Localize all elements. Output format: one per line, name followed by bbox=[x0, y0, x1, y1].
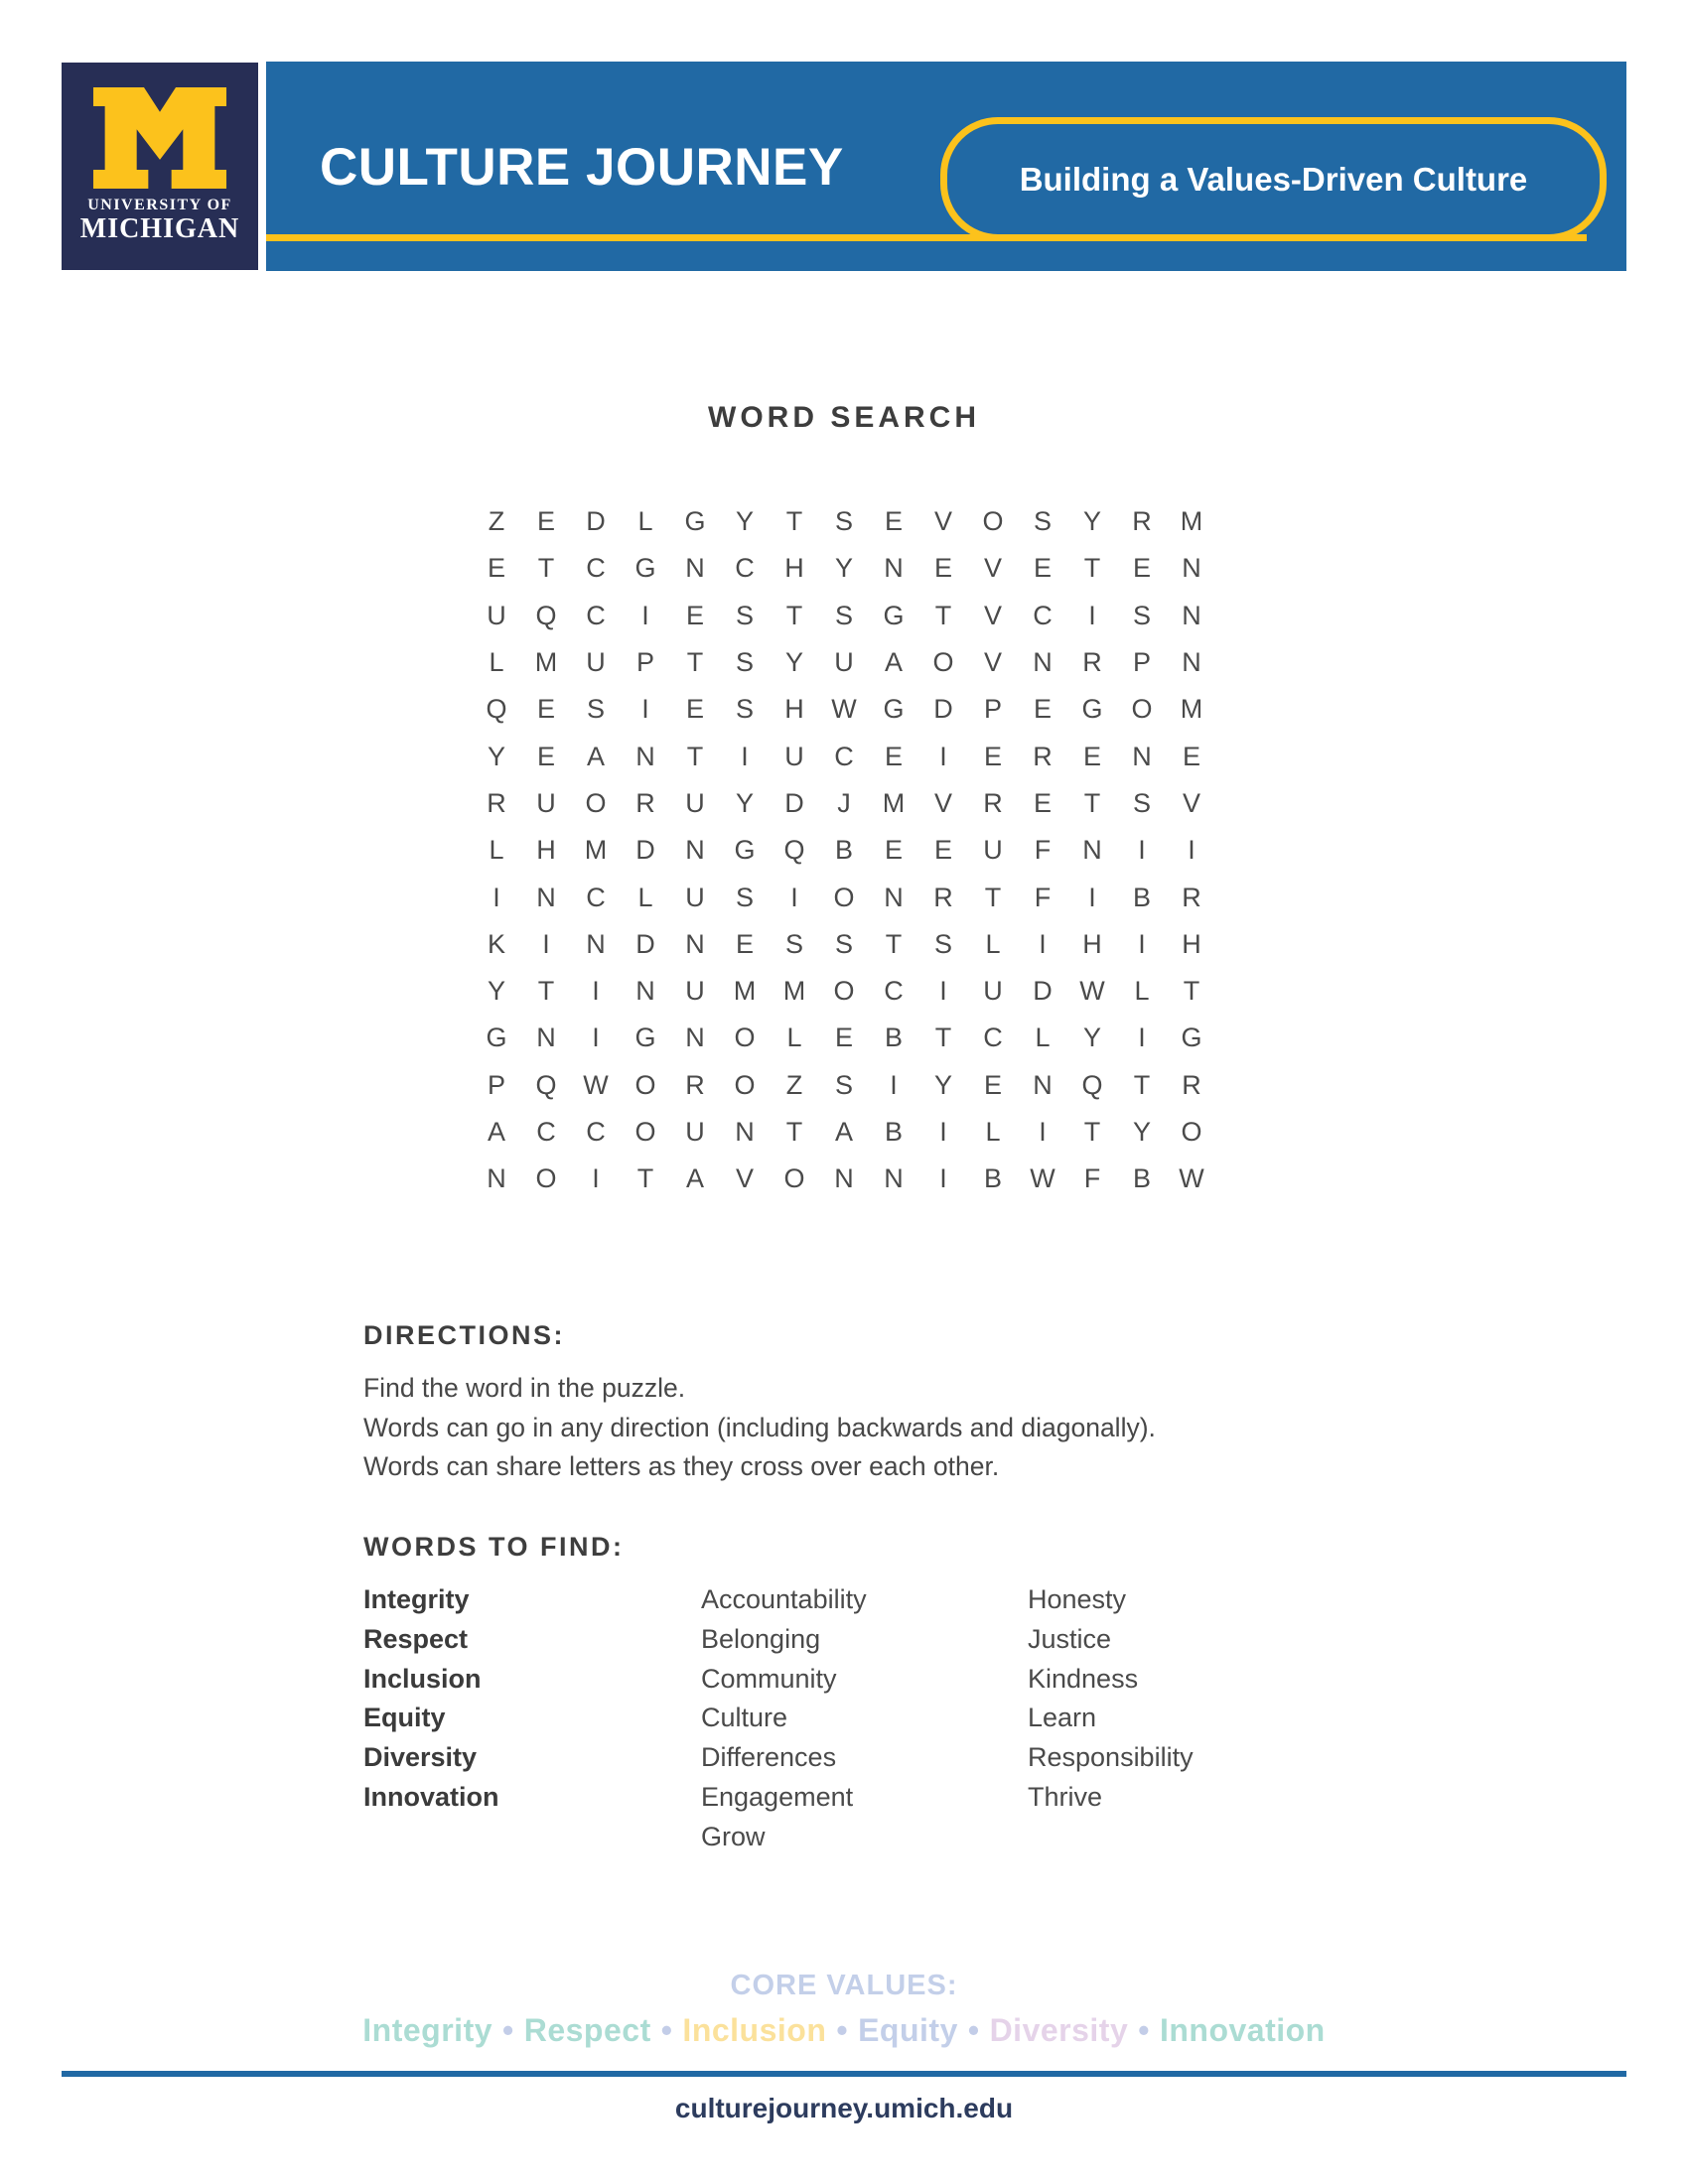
grid-letter: N bbox=[1033, 647, 1053, 678]
words-to-find-heading: WORDS TO FIND: bbox=[363, 1532, 625, 1562]
word-item: Responsibility bbox=[1028, 1742, 1194, 1773]
um-logo-block bbox=[62, 63, 258, 270]
grid-letter: I bbox=[939, 1163, 947, 1194]
grid-letter: Y bbox=[1132, 1117, 1151, 1147]
grid-letter: I bbox=[1088, 600, 1096, 630]
grid-letter: S bbox=[586, 694, 605, 725]
grid-letter: G bbox=[883, 600, 905, 630]
grid-letter: S bbox=[735, 694, 754, 725]
grid-letter: Q bbox=[486, 694, 507, 725]
grid-letter: N bbox=[735, 1117, 755, 1147]
grid-letter: Z bbox=[785, 1069, 803, 1100]
directions-line: Words can share letters as they cross over each other. bbox=[363, 1451, 1000, 1481]
grid-letter: F bbox=[1034, 835, 1052, 866]
grid-letter: L bbox=[637, 506, 653, 537]
grid-letter: G bbox=[734, 835, 756, 866]
grid-letter: M bbox=[782, 976, 806, 1007]
grid-letter: C bbox=[536, 1117, 556, 1147]
word-item: Thrive bbox=[1028, 1781, 1103, 1812]
word-search-grid bbox=[472, 498, 1216, 1202]
grid-letter: S bbox=[1033, 506, 1052, 537]
grid-letter: L bbox=[985, 1117, 1001, 1147]
footer-url: culturejourney.umich.edu bbox=[674, 2093, 1014, 2123]
bullet-separator: • bbox=[502, 2012, 514, 2048]
grid-letter: T bbox=[636, 1163, 654, 1194]
grid-letter: I bbox=[939, 741, 947, 771]
grid-letter: I bbox=[641, 694, 649, 725]
grid-letter: Q bbox=[1081, 1069, 1103, 1100]
grid-letter: F bbox=[1083, 1163, 1101, 1194]
grid-letter: T bbox=[785, 1117, 803, 1147]
grid-letter: I bbox=[741, 741, 749, 771]
grid-letter: S bbox=[735, 882, 754, 912]
grid-letter: S bbox=[735, 600, 754, 630]
grid-letter: V bbox=[983, 553, 1002, 584]
grid-letter: L bbox=[489, 835, 504, 866]
grid-letter: S bbox=[834, 506, 853, 537]
grid-letter: N bbox=[1182, 647, 1201, 678]
grid-letter: I bbox=[1039, 1117, 1047, 1147]
grid-letter: C bbox=[1033, 600, 1053, 630]
grid-letter: R bbox=[1132, 506, 1152, 537]
bullet-separator: • bbox=[660, 2012, 673, 2048]
grid-letter: V bbox=[933, 787, 952, 818]
grid-letter: I bbox=[1188, 835, 1196, 866]
grid-letter: N bbox=[685, 1023, 705, 1053]
word-item: Innovation bbox=[363, 1781, 499, 1812]
grid-letter: R bbox=[487, 787, 506, 818]
grid-letter: O bbox=[833, 882, 855, 912]
grid-letter: E bbox=[1033, 553, 1052, 584]
grid-letter: N bbox=[834, 1163, 854, 1194]
grid-letter: E bbox=[1082, 741, 1101, 771]
grid-letter: N bbox=[1132, 741, 1152, 771]
grid-letter: G bbox=[634, 1023, 656, 1053]
grid-letter: E bbox=[735, 928, 754, 959]
grid-letter: E bbox=[884, 835, 903, 866]
word-item: Integrity bbox=[363, 1584, 470, 1614]
grid-letter: G bbox=[1081, 694, 1103, 725]
grid-letter: D bbox=[635, 835, 655, 866]
grid-letter: C bbox=[834, 741, 854, 771]
grid-letter: N bbox=[536, 1023, 556, 1053]
grid-letter: Y bbox=[1082, 1023, 1101, 1053]
grid-letter: E bbox=[834, 1023, 853, 1053]
grid-letter: E bbox=[983, 741, 1002, 771]
grid-letter: S bbox=[834, 1069, 853, 1100]
grid-letter: U bbox=[983, 835, 1003, 866]
grid-letter: U bbox=[983, 976, 1003, 1007]
grid-letter: T bbox=[934, 600, 952, 630]
word-item: Engagement bbox=[701, 1781, 854, 1812]
grid-letter: P bbox=[1132, 647, 1151, 678]
grid-letter: T bbox=[1083, 787, 1101, 818]
grid-letter: N bbox=[635, 741, 655, 771]
logo-michigan-text: MICHIGAN bbox=[79, 213, 240, 244]
grid-letter: O bbox=[982, 506, 1004, 537]
grid-letter: I bbox=[939, 976, 947, 1007]
grid-letter: Q bbox=[535, 1069, 557, 1100]
grid-letter: D bbox=[933, 694, 953, 725]
grid-letter: E bbox=[1033, 694, 1052, 725]
grid-letter: R bbox=[1082, 647, 1102, 678]
grid-letter: R bbox=[1182, 882, 1201, 912]
grid-letter: I bbox=[1138, 928, 1146, 959]
grid-letter: N bbox=[884, 553, 904, 584]
grid-letter: U bbox=[834, 647, 854, 678]
grid-letter: I bbox=[1138, 835, 1146, 866]
grid-letter: O bbox=[1131, 694, 1153, 725]
grid-letter: H bbox=[1082, 928, 1102, 959]
grid-letter: I bbox=[1138, 1023, 1146, 1053]
grid-letter: U bbox=[685, 787, 705, 818]
grid-letter: R bbox=[933, 882, 953, 912]
grid-letter: N bbox=[1033, 1069, 1053, 1100]
grid-letter: S bbox=[933, 928, 952, 959]
grid-letter: R bbox=[1033, 741, 1053, 771]
grid-letter: G bbox=[883, 694, 905, 725]
grid-letter: K bbox=[487, 928, 505, 959]
word-item: Kindness bbox=[1028, 1663, 1139, 1694]
grid-letter: O bbox=[932, 647, 954, 678]
grid-letter: C bbox=[586, 882, 606, 912]
grid-letter: T bbox=[1183, 976, 1200, 1007]
grid-letter: U bbox=[685, 1117, 705, 1147]
grid-letter: E bbox=[487, 553, 505, 584]
word-item: Honesty bbox=[1028, 1584, 1127, 1614]
grid-letter: B bbox=[983, 1163, 1002, 1194]
core-values-list bbox=[0, 2012, 1688, 2049]
grid-letter: N bbox=[685, 553, 705, 584]
grid-letter: L bbox=[489, 647, 504, 678]
grid-letter: B bbox=[884, 1023, 903, 1053]
grid-letter: D bbox=[784, 787, 804, 818]
word-item: Learn bbox=[1028, 1703, 1097, 1733]
grid-letter: D bbox=[586, 506, 606, 537]
grid-letter: D bbox=[1033, 976, 1053, 1007]
grid-letter: Y bbox=[834, 553, 853, 584]
grid-letter: E bbox=[536, 741, 555, 771]
words-column-1 bbox=[363, 1580, 499, 1818]
grid-letter: G bbox=[634, 553, 656, 584]
grid-letter: E bbox=[884, 506, 903, 537]
grid-letter: U bbox=[586, 647, 606, 678]
word-item: Grow bbox=[701, 1821, 766, 1851]
header-banner bbox=[266, 62, 1626, 271]
word-item: Accountability bbox=[701, 1584, 867, 1614]
words-column-3 bbox=[1028, 1580, 1194, 1818]
grid-letter: I bbox=[592, 976, 600, 1007]
grid-letter: S bbox=[784, 928, 803, 959]
grid-letter: M bbox=[733, 976, 757, 1007]
grid-letter: I bbox=[641, 600, 649, 630]
grid-letter: N bbox=[586, 928, 606, 959]
grid-letter: Q bbox=[535, 600, 557, 630]
grid-letter: E bbox=[1033, 787, 1052, 818]
directions-line: Find the word in the puzzle. bbox=[363, 1373, 686, 1403]
words-column-2 bbox=[701, 1580, 867, 1857]
grid-letter: B bbox=[884, 1117, 903, 1147]
grid-letter: E bbox=[933, 553, 952, 584]
grid-letter: T bbox=[537, 976, 555, 1007]
grid-letter: W bbox=[831, 694, 857, 725]
grid-letter: E bbox=[1182, 741, 1200, 771]
grid-letter: I bbox=[542, 928, 550, 959]
grid-letter: G bbox=[1181, 1023, 1202, 1053]
core-values-heading: CORE VALUES: bbox=[730, 1970, 958, 2001]
grid-letter: P bbox=[487, 1069, 505, 1100]
tagline-box bbox=[940, 117, 1607, 241]
grid-letter: T bbox=[1083, 1117, 1101, 1147]
grid-letter: V bbox=[983, 600, 1002, 630]
grid-letter: E bbox=[983, 1069, 1002, 1100]
grid-letter: Y bbox=[487, 976, 505, 1007]
grid-letter: S bbox=[834, 928, 853, 959]
grid-letter: V bbox=[983, 647, 1002, 678]
grid-letter: T bbox=[1133, 1069, 1151, 1100]
grid-letter: B bbox=[834, 835, 853, 866]
grid-letter: B bbox=[1132, 1163, 1151, 1194]
grid-letter: S bbox=[1132, 787, 1151, 818]
core-value-word: Inclusion bbox=[682, 2012, 827, 2048]
grid-letter: O bbox=[535, 1163, 557, 1194]
grid-letter: Y bbox=[784, 647, 803, 678]
grid-letter: S bbox=[834, 600, 853, 630]
grid-letter: F bbox=[1034, 882, 1052, 912]
grid-letter: M bbox=[584, 835, 608, 866]
tagline-text: Building a Values-Driven Culture bbox=[1019, 160, 1528, 198]
grid-letter: W bbox=[1079, 976, 1105, 1007]
grid-letter: T bbox=[686, 647, 704, 678]
grid-letter: T bbox=[885, 928, 903, 959]
grid-letter: W bbox=[583, 1069, 609, 1100]
core-value-word: Respect bbox=[523, 2012, 651, 2048]
grid-letter: H bbox=[536, 835, 556, 866]
grid-letter: U bbox=[685, 882, 705, 912]
grid-letter: S bbox=[735, 647, 754, 678]
grid-letter: L bbox=[985, 928, 1001, 959]
grid-letter: J bbox=[837, 787, 851, 818]
grid-letter: C bbox=[983, 1023, 1003, 1053]
grid-letter: Y bbox=[1082, 506, 1101, 537]
grid-letter: O bbox=[783, 1163, 805, 1194]
bullet-separator: • bbox=[1138, 2012, 1150, 2048]
grid-letter: I bbox=[939, 1117, 947, 1147]
grid-letter: P bbox=[635, 647, 654, 678]
grid-letter: U bbox=[685, 976, 705, 1007]
grid-letter: I bbox=[592, 1023, 600, 1053]
grid-letter: R bbox=[1182, 1069, 1201, 1100]
grid-letter: A bbox=[834, 1117, 853, 1147]
core-value-word: Integrity bbox=[362, 2012, 493, 2048]
grid-letter: N bbox=[685, 835, 705, 866]
bullet-separator: • bbox=[836, 2012, 849, 2048]
grid-letter: E bbox=[933, 835, 952, 866]
grid-letter: W bbox=[1030, 1163, 1055, 1194]
grid-letter: N bbox=[1182, 553, 1201, 584]
grid-letter: L bbox=[1134, 976, 1150, 1007]
grid-letter: T bbox=[1083, 553, 1101, 584]
grid-letter: L bbox=[1035, 1023, 1051, 1053]
grid-letter: Y bbox=[487, 741, 505, 771]
grid-letter: O bbox=[734, 1069, 756, 1100]
grid-letter: C bbox=[586, 1117, 606, 1147]
grid-letter: Q bbox=[783, 835, 805, 866]
directions-text bbox=[363, 1369, 1156, 1487]
grid-letter: Y bbox=[933, 1069, 952, 1100]
grid-letter: E bbox=[685, 600, 704, 630]
grid-letter: G bbox=[684, 506, 706, 537]
grid-letter: D bbox=[635, 928, 655, 959]
grid-letter: I bbox=[492, 882, 500, 912]
grid-letter: R bbox=[685, 1069, 705, 1100]
grid-letter: G bbox=[486, 1023, 507, 1053]
grid-letter: I bbox=[1039, 928, 1047, 959]
grid-letter: L bbox=[786, 1023, 802, 1053]
grid-letter: M bbox=[1180, 694, 1203, 725]
grid-letter: H bbox=[784, 553, 804, 584]
grid-letter: E bbox=[884, 741, 903, 771]
grid-letter: T bbox=[785, 600, 803, 630]
word-item: Equity bbox=[363, 1703, 446, 1733]
core-value-word: Equity bbox=[858, 2012, 958, 2048]
grid-letter: C bbox=[735, 553, 755, 584]
grid-letter: E bbox=[536, 694, 555, 725]
directions-line: Words can go in any direction (including backwards and diagonally). bbox=[363, 1412, 1156, 1442]
grid-letter: A bbox=[884, 647, 903, 678]
word-search-title: WORD SEARCH bbox=[708, 401, 980, 434]
grid-letter: M bbox=[1180, 506, 1203, 537]
grid-letter: N bbox=[1082, 835, 1102, 866]
grid-letter: V bbox=[1182, 787, 1200, 818]
word-item: Belonging bbox=[701, 1623, 821, 1654]
grid-letter: U bbox=[536, 787, 556, 818]
bullet-separator: • bbox=[967, 2012, 980, 2048]
grid-letter: V bbox=[933, 506, 952, 537]
grid-letter: S bbox=[1132, 600, 1151, 630]
word-item: Diversity bbox=[363, 1742, 478, 1773]
grid-letter: T bbox=[984, 882, 1002, 912]
grid-letter: Z bbox=[488, 506, 505, 537]
grid-letter: B bbox=[1132, 882, 1151, 912]
grid-letter: L bbox=[637, 882, 653, 912]
grid-letter: U bbox=[487, 600, 506, 630]
word-item: Differences bbox=[701, 1742, 837, 1773]
grid-letter: O bbox=[734, 1023, 756, 1053]
page-title: CULTURE JOURNEY bbox=[320, 138, 844, 197]
grid-letter: T bbox=[686, 741, 704, 771]
grid-letter: R bbox=[983, 787, 1003, 818]
grid-letter: M bbox=[882, 787, 906, 818]
grid-letter: I bbox=[592, 1163, 600, 1194]
word-item: Justice bbox=[1028, 1623, 1112, 1654]
grid-letter: N bbox=[487, 1163, 506, 1194]
grid-letter: N bbox=[884, 1163, 904, 1194]
grid-letter: E bbox=[536, 506, 555, 537]
grid-letter: E bbox=[685, 694, 704, 725]
grid-letter: P bbox=[983, 694, 1002, 725]
grid-letter: O bbox=[833, 976, 855, 1007]
grid-letter: I bbox=[1088, 882, 1096, 912]
grid-letter: V bbox=[735, 1163, 754, 1194]
footer-rule bbox=[62, 2071, 1626, 2077]
grid-letter: E bbox=[1132, 553, 1151, 584]
grid-letter: C bbox=[586, 553, 606, 584]
grid-letter: O bbox=[634, 1069, 656, 1100]
grid-letter: A bbox=[586, 741, 605, 771]
word-item: Inclusion bbox=[363, 1663, 482, 1694]
directions-heading: DIRECTIONS: bbox=[363, 1320, 565, 1350]
grid-letter: N bbox=[685, 928, 705, 959]
block-m-icon bbox=[86, 87, 233, 189]
grid-letter: H bbox=[784, 694, 804, 725]
grid-letter: N bbox=[884, 882, 904, 912]
grid-letter: N bbox=[1182, 600, 1201, 630]
grid-letter: O bbox=[1181, 1117, 1202, 1147]
logo-university-of-text: UNIVERSITY OF bbox=[87, 197, 232, 213]
word-item: Respect bbox=[363, 1623, 469, 1654]
grid-letter: I bbox=[790, 882, 798, 912]
grid-letter: I bbox=[890, 1069, 898, 1100]
grid-letter: Y bbox=[735, 506, 754, 537]
grid-letter: O bbox=[634, 1117, 656, 1147]
grid-letter: T bbox=[934, 1023, 952, 1053]
core-value-word: Innovation bbox=[1159, 2012, 1326, 2048]
grid-letter: M bbox=[534, 647, 558, 678]
grid-letter: N bbox=[635, 976, 655, 1007]
grid-letter: H bbox=[1182, 928, 1201, 959]
core-value-word: Diversity bbox=[989, 2012, 1129, 2048]
grid-letter: Y bbox=[735, 787, 754, 818]
grid-letter: C bbox=[586, 600, 606, 630]
grid-letter: U bbox=[784, 741, 804, 771]
word-item: Culture bbox=[701, 1703, 788, 1733]
grid-letter: O bbox=[585, 787, 607, 818]
grid-letter: T bbox=[785, 506, 803, 537]
grid-letter: A bbox=[487, 1117, 505, 1147]
grid-letter: R bbox=[635, 787, 655, 818]
word-item: Community bbox=[701, 1663, 837, 1694]
grid-letter: T bbox=[537, 553, 555, 584]
grid-letter: A bbox=[685, 1163, 704, 1194]
grid-letter: N bbox=[536, 882, 556, 912]
grid-letter: W bbox=[1179, 1163, 1204, 1194]
grid-letter: C bbox=[884, 976, 904, 1007]
